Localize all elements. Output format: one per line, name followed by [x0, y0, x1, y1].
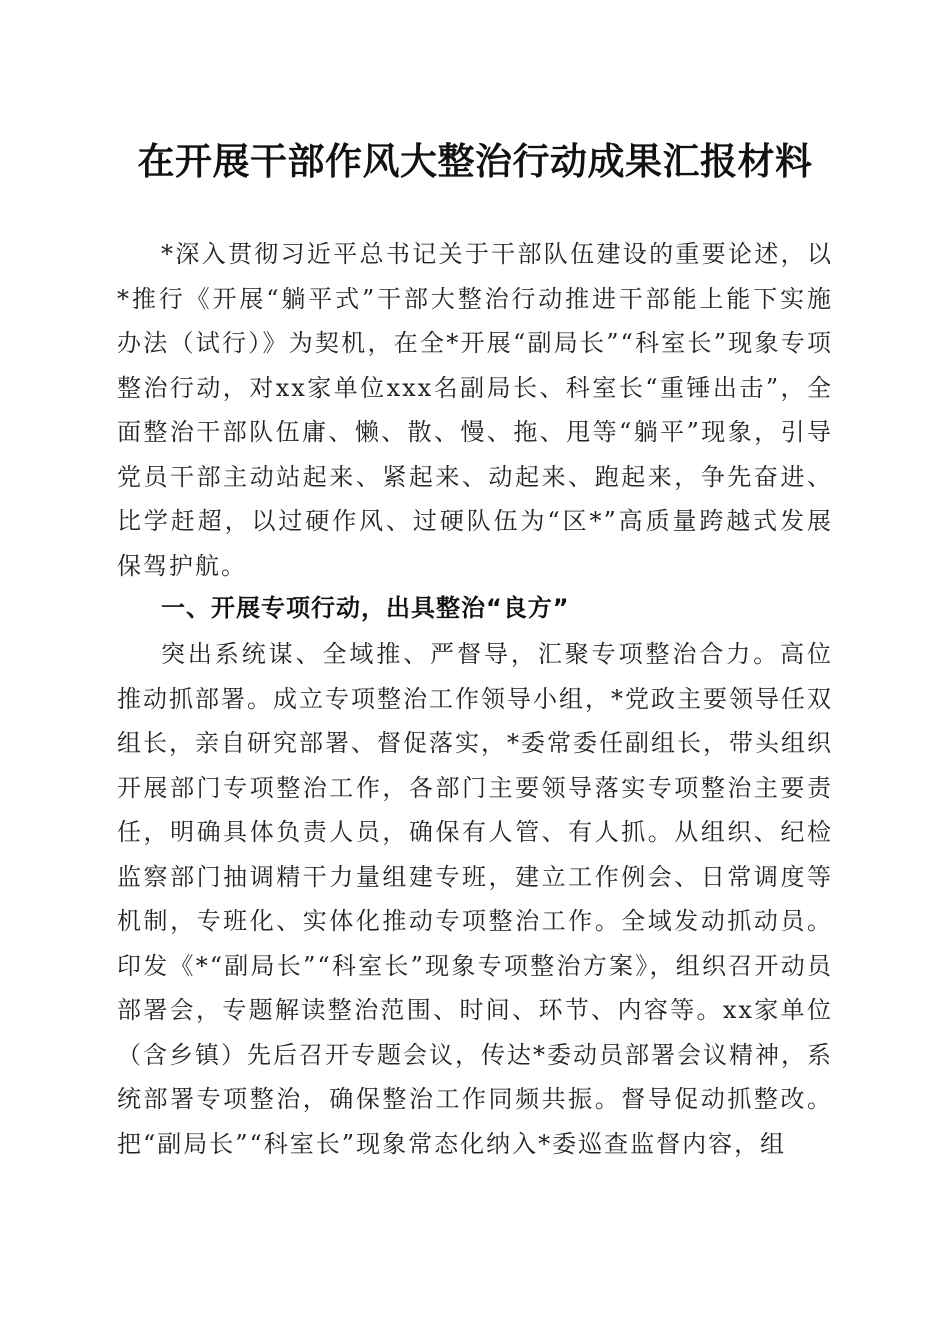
intro-paragraph: *深入贯彻习近平总书记关于干部队伍建设的重要论述，以*推行《开展“躺平式”干部大整治行动推进干部能上能下实施办法（试行）》为契机，在全*开展“副局长”“科室长”现象专项整治行动，对xx家单位xxx名副局长、科室长“重锤出击”，全面整治干部队伍庸、懒、散、慢、拖、甩等“躺平”现象，引导党员干部主动站起来、紧起来、动起来、跑起来，争先奋进、比学赶超，以过硬作风、过硬队伍为“区*”高质量跨越式发展保驾护航。 — [117, 240, 833, 580]
section-1-paragraph: 突出系统谋、全域推、严督导，汇聚专项整治合力。高位推动抓部署。成立专项整治工作领导小组，*党政主要领导任双组长，亲自研究部署、督促落实，*委常委任副组长，带头组织开展部门专项整治工作，各部门主要领导落实专项整治主要责任，明确具体负责人员，确保有人管、有人抓。从组织、纪检监察部门抽调精干力量组建专班，建立工作例会、日常调度等机制，专班化、实体化推动专项整治工作。全域发动抓动员。印发《*“副局长”“科室长”现象专项整治方案》，组织召开动员部署会，专题解读整治范围、时间、环节、内容等。xx家单位（含乡镇）先后召开专题会议，传达*委动员部署会议精神，系统部署专项整治，确保整治工作同频共振。督导促动抓整改。把“副局长”“科室长”现象常态化纳入*委巡查监督内容，组 — [117, 640, 833, 1158]
document-title: 在开展干部作风大整治行动成果汇报材料 — [137, 139, 813, 183]
section-heading-1: 一、开展专项行动，出具整治“良方” — [161, 594, 570, 622]
